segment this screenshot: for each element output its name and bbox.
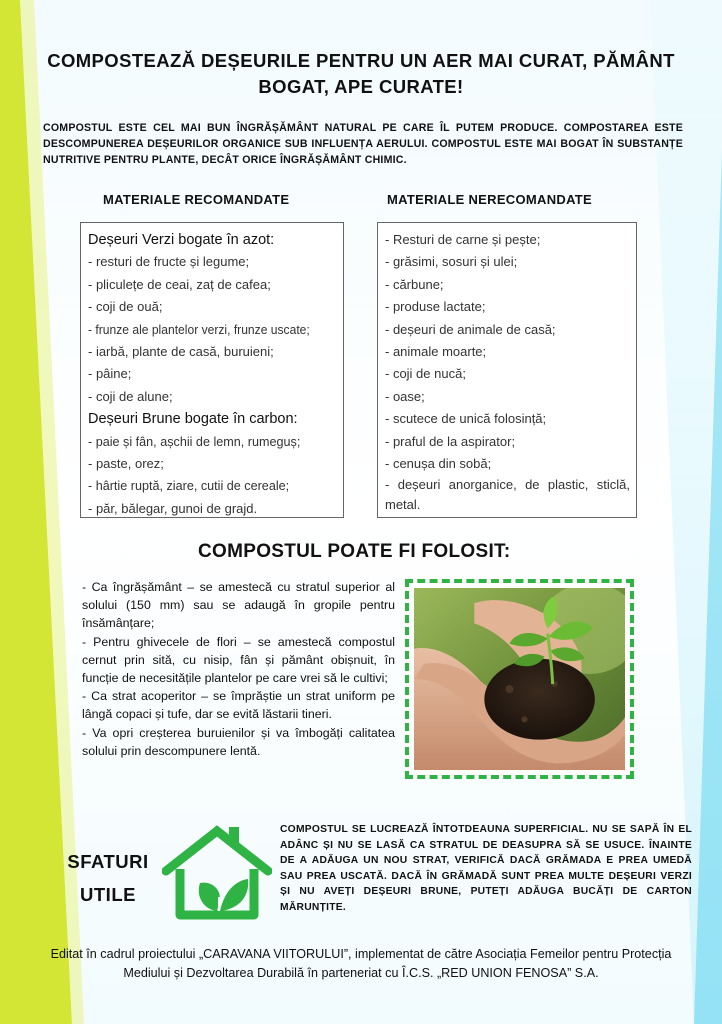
list-item: - animale moarte; <box>385 344 487 360</box>
not-recommended-box <box>377 222 637 518</box>
list-item: - grăsimi, sosuri și ulei; <box>385 254 518 270</box>
list-item: - deșeuri de animale de casă; <box>385 321 556 337</box>
tips-label-line1: SFATURI <box>67 851 149 872</box>
list-item: - pâine; <box>88 366 132 382</box>
tips-label <box>58 845 158 911</box>
list-item: - pliculețe de ceai, zaț de cafea; <box>88 276 271 292</box>
list-item: - oase; <box>385 388 425 404</box>
tips-label-line2: UTILE <box>80 884 136 905</box>
brown-waste-heading: Deșeuri Brune bogate în carbon: <box>88 411 298 428</box>
uses-list <box>82 578 395 760</box>
list-item: - deșeuri anorganice, de plastic, sticlă, metal. <box>385 477 630 513</box>
green-waste-heading: Deșeuri Verzi bogate în azot: <box>88 232 275 248</box>
list-item: - păr, bălegar, gunoi de grajd. <box>88 500 258 516</box>
list-item: - cărbune; <box>385 276 444 292</box>
list-item: - praful de la aspirator; <box>385 433 516 449</box>
recommended-heading: MATERIALE RECOMANDATE <box>103 192 290 207</box>
list-item: - produse lactate; <box>385 299 486 315</box>
list-item: - scutece de unică folosință; <box>385 411 547 427</box>
list-item: - cenușa din sobă; <box>385 456 492 472</box>
list-item: - paste, orez; <box>88 456 164 472</box>
list-item: - iarbă, plante de casă, buruieni; <box>88 344 274 360</box>
eco-house-leaf-icon <box>162 823 272 923</box>
list-item: - coji de alune; <box>88 388 173 404</box>
list-item: - coji de nucă; <box>385 366 466 382</box>
list-item: - Ca îngrășământ – se amestecă cu stratul superior al solului (150 mm) sau se adaugă în gropile pentru însămânțare; <box>82 580 395 631</box>
recommended-box <box>80 222 344 518</box>
list-item: - Pentru ghivecele de flori – se amestecă compostul cernut prin sită, cu nisip, fân și pământ obișnuit, în funcție de necesitățile plantelor pe care vrei să le cultivi; <box>82 634 395 686</box>
list-item: - resturi de fructe și legume; <box>88 254 250 270</box>
list-item: - Resturi de carne și pește; <box>385 232 541 247</box>
hands-soil-photo <box>405 579 634 779</box>
page-title: COMPOSTEAZĂ DEȘEURILE PENTRU UN AER MAI CURAT, PĂMÂNT BOGAT, APE CURATE! <box>47 50 675 97</box>
list-item: - hârtie ruptă, ziare, cutii de cereale; <box>88 478 290 494</box>
list-item: - frunze ale plantelor verzi, frunze uscate; <box>88 321 310 337</box>
list-item: - coji de ouă; <box>88 299 163 315</box>
list-item: - paie și fân, așchii de lemn, rumeguș; <box>88 433 301 449</box>
list-item: - Va opri creșterea buruienilor și va îmbogăți calitatea solului prin descompunere lentă. <box>82 725 395 758</box>
not-recommended-heading: MATERIALE NERECOMANDATE <box>387 192 593 207</box>
intro-paragraph: COMPOSTUL ESTE CEL MAI BUN ÎNGRĂȘĂMÂNT NATURAL PE CARE ÎL PUTEM PRODUCE. COMPOSTAREA ESTE DESCOMPUNEREA DEȘEURILOR ORGANICE SUB INFLUENȚA AERULUI. COMPOSTUL ESTE MAI BOGAT ÎN SUBSTANȚE NUTRITIVE PENTRU PLANTE, DECÂT ORICE ÎNGRĂȘĂMÂNT CHIMIC. <box>43 122 683 166</box>
list-item: - Ca strat acoperitor – se împrăștie un strat uniform pe lângă copaci și tufe, dar se evită lăstarii tineri. <box>82 689 395 722</box>
uses-heading: COMPOSTUL POATE FI FOLOSIT: <box>198 541 511 562</box>
tips-text: COMPOSTUL SE LUCREAZĂ ÎNTOTDEAUNA SUPERFICIAL. NU SE SAPĂ ÎN EL ADÂNC ȘI NU SE LASĂ CA STRATUL DE DEASUPRA SĂ SE USUCE. ÎNAINTE DE A ADĂUGA UN NOU STRAT, VERIFICĂ DACĂ GRĂMADA E PREA UMEDĂ SAU PREA USCATĂ. DACĂ ÎN GRĂMADĂ SUNT PREA MULTE DEȘEURI VERZI ȘI NU AVEȚI DEȘEURI BRUNE, PUTEȚI ADĂUGA BUCĂȚI DE CARTON MĂRUNȚITE. <box>280 824 692 913</box>
footer-credit: Editat în cadrul proiectului „CARAVANA VIITORULUI”, implementat de către Asociația Femeilor pentru Protecția Mediului și Dezvoltarea Durabilă în parteneriat cu Î.C.S. „RED UNION FENOSA” S.A. <box>50 947 672 980</box>
hands-soil-seedling-photo <box>414 588 625 770</box>
